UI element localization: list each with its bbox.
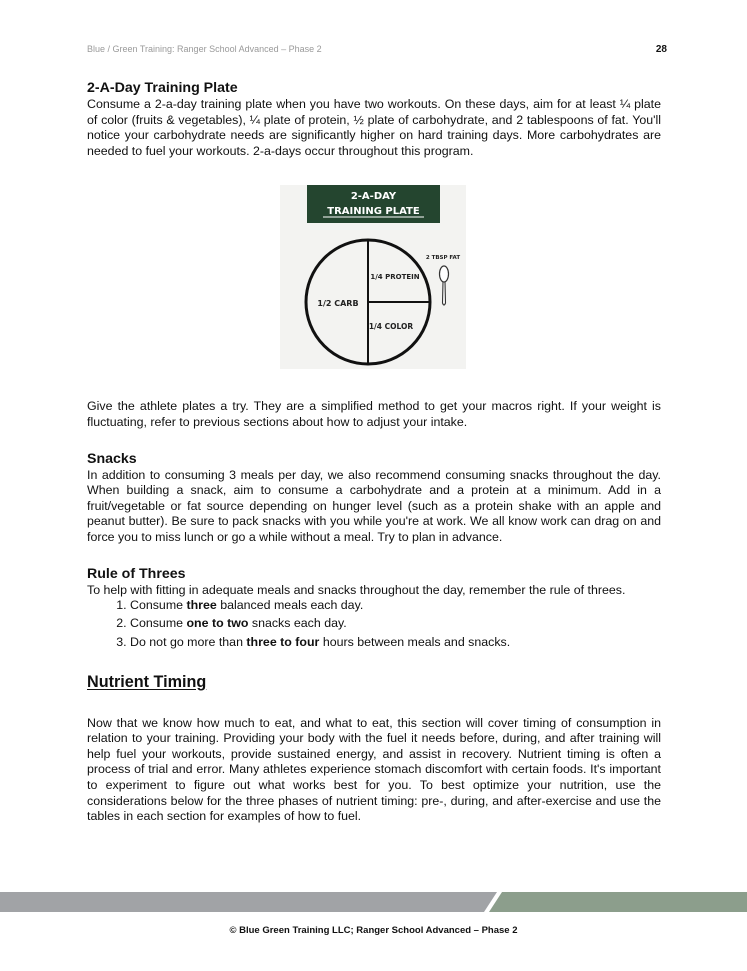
after-figure-text: Give the athlete plates a try. They are a simplified method to get your macros right. If your weight is fluctuating, refer to previous sections about how to adjust your intake. — [87, 399, 661, 429]
plate-section-title: 2-A-Day Training Plate — [87, 80, 238, 96]
list-item: 2. Consume one to two snacks each day. — [130, 616, 661, 632]
snacks-title: Snacks — [87, 450, 137, 467]
banner-line-1: 2-A-DAY — [350, 191, 397, 203]
running-header: Blue / Green Training: Ranger School Advanced – Phase 2 — [87, 44, 322, 54]
nutrient-timing-title: Nutrient Timing — [87, 672, 207, 691]
snacks-body: In addition to consuming 3 meals per day, we also recommend consuming snacks throughout the day. When building a snack, aim to consume a carbohydrate and a protein at a minimum. Add in a fruit/vegetable or fat source depending on hunger level (such as a protein shake with an apple and peanut butter). Be sure to pack snacks with you while you're at work. We all know work can drag on and force you to miss lunch or go a while without a meal. Try to plan in advance. — [87, 467, 661, 544]
footer-band — [0, 892, 747, 912]
color-label: 1/4 COLOR — [368, 322, 414, 332]
list-item: 3. Do not go more than three to four hours between meals and snacks. — [130, 635, 661, 651]
training-plate-figure — [280, 185, 466, 369]
plate-section-body: Consume a 2-a-day training plate when you have two workouts. On these days, aim for at least ¼ plate of color (fruits & vegetables), ¼ plate of protein, ½ plate of carbohydrate, and 2 tablespoons of fat. You'll notice your carbohydrate needs are significantly higher on hard training days. More carbohydrates are needed to fuel your workouts. 2-a-days occur throughout this program. — [87, 97, 661, 158]
nutrient-timing-body: Now that we know how much to eat, and what to eat, this section will cover timing of consumption in relation to your training. Providing your body with the fuel it needs before, during, and after training will help fuel your workouts, provide sustained energy, and assist in recovery. Nutrient timing is often a process of trial and error. Many athletes experience stomach discomfort with certain foods. It's important to experiment to figure out what works best for you. To best optimize your nutrition, use the considerations below for the three phases of nutrient timing: pre-, during, and after-exercise and use the tables in each section for examples of how to fuel. — [87, 715, 661, 824]
page-content — [87, 80, 661, 825]
page-number: 28 — [655, 44, 667, 55]
plate-figure-area — [87, 159, 661, 399]
plate-diagram — [280, 185, 466, 369]
footer-copyright: © Blue Green Training LLC; Ranger School Advanced – Phase 2 — [229, 925, 518, 936]
banner-line-2: TRAINING PLATE — [327, 206, 420, 218]
rule-of-threes-intro: To help with fitting in adequate meals and snacks throughout the day, remember the rule of threes. — [87, 582, 626, 597]
protein-label: 1/4 PROTEIN — [370, 273, 420, 282]
fat-label: 2 TBSP FAT — [425, 255, 461, 262]
list-item: 1. Consume three balanced meals each day. — [130, 598, 661, 614]
rule-of-threes-list — [87, 598, 661, 650]
footer-band-gray — [0, 892, 497, 912]
carb-label: 1/2 CARB — [317, 299, 359, 309]
rule-of-threes-title: Rule of Threes — [87, 565, 186, 582]
spoon-icon — [440, 266, 449, 305]
footer-band-green — [489, 892, 747, 912]
